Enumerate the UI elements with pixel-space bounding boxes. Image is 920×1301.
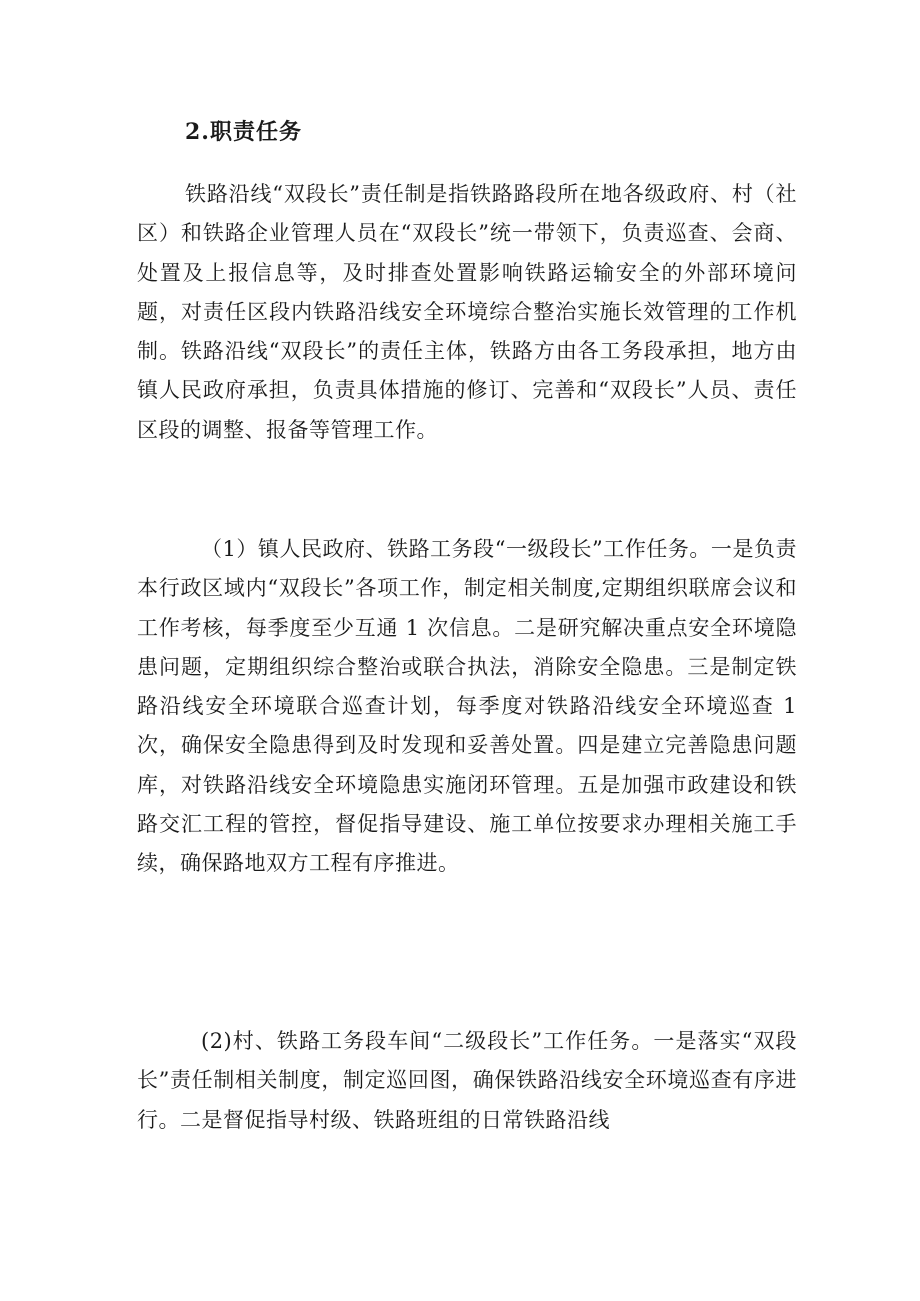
- paragraph-first-level: （1）镇人民政府、铁路工务段“一级段长”工作任务。一是负责本行政区域内“双段长”各项工作，制定相关制度,定期组织联席会议和工作考核，每季度至少互通 1 次信息。二是研究解决重点安全环境隐患问题，定期组织综合整治或联合执法，消除安全隐患。三是制定铁路沿线安全环境联合巡查计划，每季度对铁路沿线安全环境巡查 1 次，确保安全隐患得到及时发现和妥善处置。四是建立完善隐患问题库，对铁路沿线安全环境隐患实施闭环管理。五是加强市政建设和铁路交汇工程的管控，督促指导建设、施工单位按要求办理相关施工手续，确保路地双方工程有序推进。: [137, 537, 797, 876]
- paragraph-second-level: (2)村、铁路工务段车间“二级段长”工作任务。一是落实“双段长”责任制相关制度，制定巡回图，确保铁路沿线安全环境巡查有序进行。二是督促指导村级、铁路班组的日常铁路沿线: [137, 1029, 797, 1132]
- paragraph-intro: 铁路沿线“双段长”责任制是指铁路路段所在地各级政府、村（社区）和铁路企业管理人员在“双段长”统一带领下，负责巡查、会商、处置及上报信息等，及时排查处置影响铁路运输安全的外部环境问题，对责任区段内铁路沿线安全环境综合整治实施长效管理的工作机制。铁路沿线“双段长”的责任主体，铁路方由各工务段承担，地方由镇人民政府承担，负责具体措施的修订、完善和“双段长”人员、责任区段的调整、报备等管理工作。: [137, 182, 797, 442]
- section-heading: 2.职责任务: [185, 119, 302, 145]
